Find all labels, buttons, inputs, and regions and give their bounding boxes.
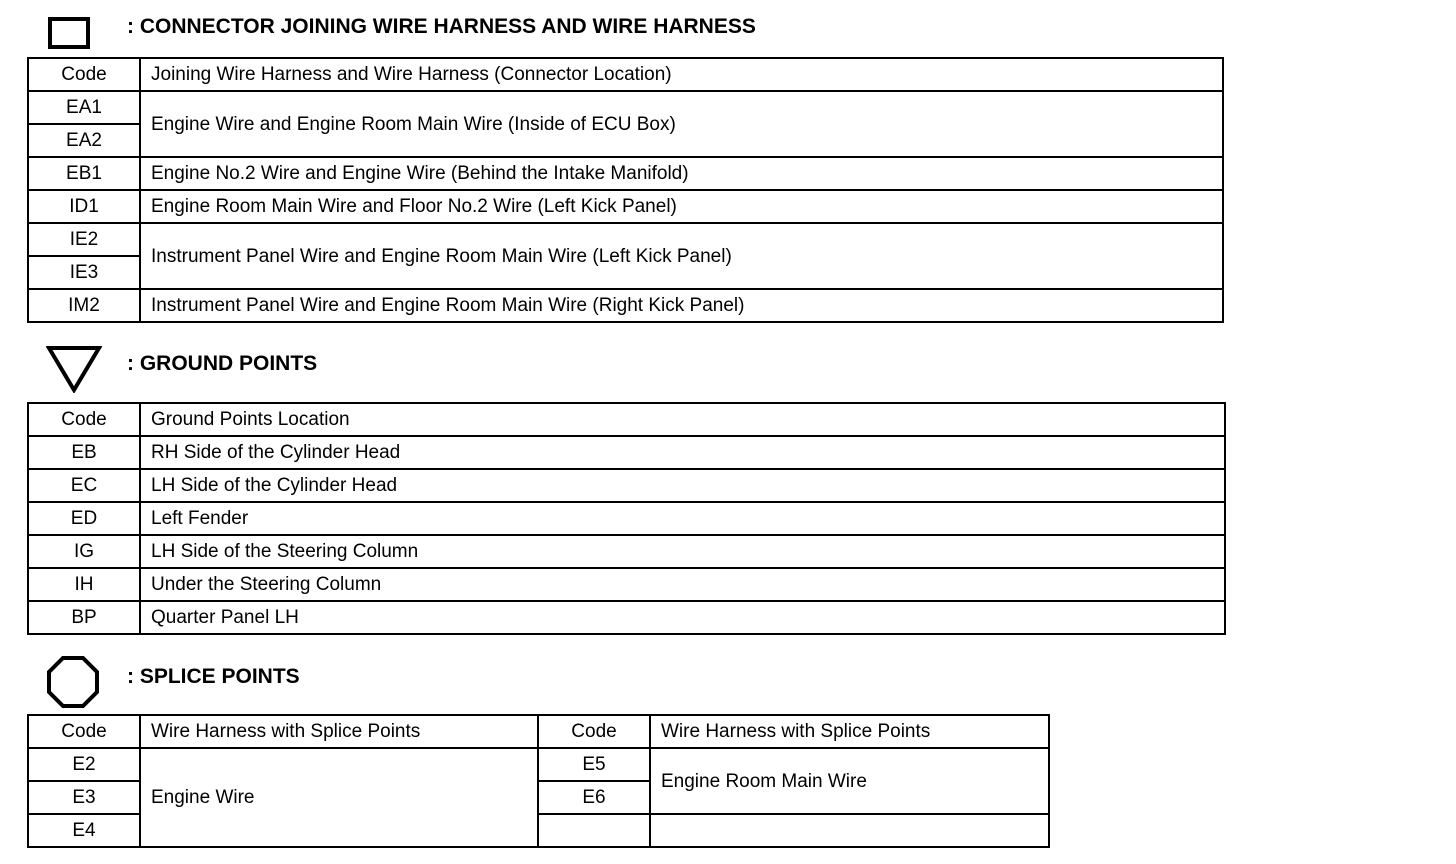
column-header-description: Wire Harness with Splice Points bbox=[650, 715, 1049, 748]
column-header-description: Joining Wire Harness and Wire Harness (Connector Location) bbox=[140, 58, 1223, 91]
ground-code: IG bbox=[28, 535, 140, 568]
column-header-code: Code bbox=[28, 715, 140, 748]
connector-table bbox=[27, 57, 1224, 323]
connector-code: EA2 bbox=[28, 124, 140, 157]
connector-description: Engine No.2 Wire and Engine Wire (Behind the Intake Manifold) bbox=[140, 157, 1223, 190]
ground-location: Under the Steering Column bbox=[140, 568, 1225, 601]
splice-code: E6 bbox=[538, 781, 650, 814]
connector-code: ID1 bbox=[28, 190, 140, 223]
ground-location: RH Side of the Cylinder Head bbox=[140, 436, 1225, 469]
ground-location: Quarter Panel LH bbox=[140, 601, 1225, 634]
column-header-code: Code bbox=[28, 403, 140, 436]
table-row bbox=[28, 436, 1225, 469]
splice-code: E5 bbox=[538, 748, 650, 781]
table-row bbox=[28, 157, 1223, 190]
connector-description: Instrument Panel Wire and Engine Room Main Wire (Left Kick Panel) bbox=[140, 223, 1223, 289]
splice-harness: Engine Wire bbox=[140, 748, 538, 847]
ground-code: EC bbox=[28, 469, 140, 502]
ground-location: Left Fender bbox=[140, 502, 1225, 535]
connector-code: IE3 bbox=[28, 256, 140, 289]
splice-section-heading: : SPLICE POINTS bbox=[127, 665, 300, 688]
table-header-row bbox=[28, 715, 1049, 748]
table-row bbox=[28, 535, 1225, 568]
ground-code: ED bbox=[28, 502, 140, 535]
connector-description: Engine Wire and Engine Room Main Wire (Inside of ECU Box) bbox=[140, 91, 1223, 157]
table-row bbox=[28, 91, 1223, 124]
table-row bbox=[28, 190, 1223, 223]
splice-code: E2 bbox=[28, 748, 140, 781]
splice-code: E3 bbox=[28, 781, 140, 814]
table-row bbox=[28, 568, 1225, 601]
connector-code: EB1 bbox=[28, 157, 140, 190]
empty-cell bbox=[650, 814, 1049, 847]
connector-code: EA1 bbox=[28, 91, 140, 124]
ground-table bbox=[27, 402, 1226, 635]
connector-description: Engine Room Main Wire and Floor No.2 Wire (Left Kick Panel) bbox=[140, 190, 1223, 223]
splice-code: E4 bbox=[28, 814, 140, 847]
ground-code: BP bbox=[28, 601, 140, 634]
ground-location: LH Side of the Cylinder Head bbox=[140, 469, 1225, 502]
column-header-code: Code bbox=[28, 58, 140, 91]
splice-code bbox=[538, 814, 650, 847]
ground-section-heading: : GROUND POINTS bbox=[127, 352, 318, 375]
column-header-description: Ground Points Location bbox=[140, 403, 1225, 436]
connector-code: IM2 bbox=[28, 289, 140, 322]
octagon-outline-icon bbox=[46, 655, 100, 709]
connector-section-heading: : CONNECTOR JOINING WIRE HARNESS AND WIRE HARNESS bbox=[127, 15, 756, 38]
splice-harness: Engine Room Main Wire bbox=[650, 748, 1049, 814]
ground-code: IH bbox=[28, 568, 140, 601]
table-header-row bbox=[28, 58, 1223, 91]
table-header-row bbox=[28, 403, 1225, 436]
square-outline-icon bbox=[47, 16, 91, 50]
table-row bbox=[28, 223, 1223, 256]
ground-location: LH Side of the Steering Column bbox=[140, 535, 1225, 568]
table-row bbox=[28, 289, 1223, 322]
column-header-description: Wire Harness with Splice Points bbox=[140, 715, 538, 748]
table-row bbox=[28, 469, 1225, 502]
connector-description: Instrument Panel Wire and Engine Room Main Wire (Right Kick Panel) bbox=[140, 289, 1223, 322]
splice-table bbox=[27, 714, 1050, 848]
connector-code: IE2 bbox=[28, 223, 140, 256]
ground-code: EB bbox=[28, 436, 140, 469]
table-row bbox=[28, 601, 1225, 634]
column-header-code: Code bbox=[538, 715, 650, 748]
table-row bbox=[28, 502, 1225, 535]
triangle-down-outline-icon bbox=[46, 345, 102, 393]
table-row bbox=[28, 748, 1049, 781]
